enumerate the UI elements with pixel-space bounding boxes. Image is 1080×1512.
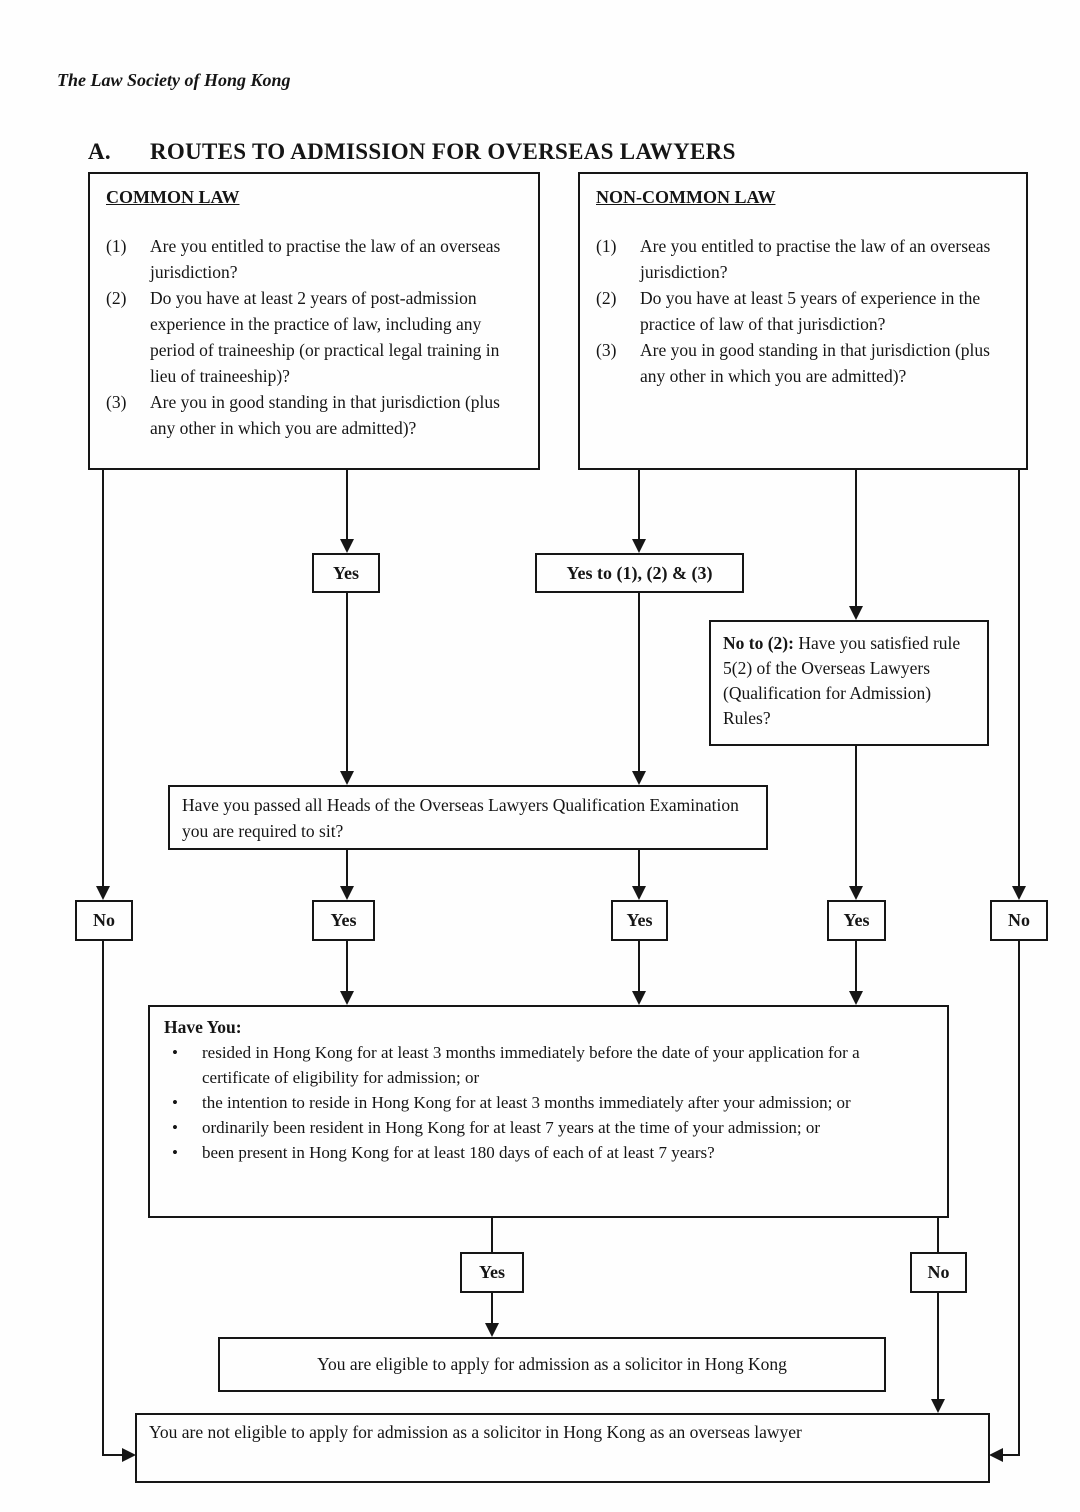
arrow-down-icon (632, 539, 646, 553)
connector (346, 470, 348, 541)
item-text: Are you entitled to practise the law of an overseas jurisdiction? (150, 236, 501, 282)
connector (1018, 941, 1020, 1456)
bullet-icon: • (172, 1093, 178, 1112)
bullet-icon: • (172, 1143, 178, 1162)
item-text: Do you have at least 5 years of experience in the practice of law of that jurisdiction? (640, 288, 981, 334)
common-law-box (88, 172, 540, 470)
arrow-down-icon (632, 886, 646, 900)
item-number: (3) (596, 340, 617, 360)
no-right-node: No (990, 900, 1048, 941)
item-number: (2) (106, 288, 127, 308)
item-number: (2) (596, 288, 617, 308)
not-eligible-outcome-box: You are not eligible to apply for admission as a solicitor in Hong Kong as an overseas lawyer (135, 1413, 990, 1483)
yes-1-node: Yes (312, 900, 375, 941)
arrow-down-icon (931, 1399, 945, 1413)
arrow-down-icon (849, 886, 863, 900)
connector (491, 1293, 493, 1324)
have-you-bullet-3 (164, 1115, 933, 1140)
section-letter: A. (88, 139, 111, 164)
arrow-down-icon (340, 886, 354, 900)
org-name: The Law Society of Hong Kong (57, 70, 291, 90)
page-title (88, 139, 736, 165)
bullet-icon: • (172, 1043, 178, 1062)
connector (937, 1293, 939, 1400)
item-text: Are you entitled to practise the law of an overseas jurisdiction? (640, 236, 991, 282)
connector (102, 470, 104, 887)
common-law-item-2 (106, 285, 522, 389)
connector (638, 941, 640, 992)
title-text: ROUTES TO ADMISSION FOR OVERSEAS LAWYERS (150, 139, 736, 164)
item-number: (1) (106, 236, 127, 256)
yes-3-node: Yes (827, 900, 886, 941)
yes-non-common-node: Yes to (1), (2) & (3) (535, 553, 744, 593)
common-law-title: COMMON LAW (106, 187, 240, 207)
connector (638, 850, 640, 887)
non-common-law-item-1 (596, 233, 1010, 285)
item-number: (3) (106, 392, 127, 412)
arrow-down-icon (1012, 886, 1026, 900)
arrow-down-icon (632, 991, 646, 1005)
connector (346, 941, 348, 992)
arrow-down-icon (340, 539, 354, 553)
no-to-2-text: Have you satisfied rule 5(2) of the Overseas Lawyers (Qualification for Admission) Rules? (723, 633, 961, 728)
arrow-down-icon (849, 606, 863, 620)
no-left-node: No (75, 900, 133, 941)
no-to-2-node (709, 620, 989, 746)
final-yes-node: Yes (460, 1252, 524, 1293)
have-you-title: Have You: (164, 1017, 242, 1037)
arrow-down-icon (340, 991, 354, 1005)
eligible-outcome-box: You are eligible to apply for admission as a solicitor in Hong Kong (218, 1337, 886, 1392)
arrow-down-icon (632, 771, 646, 785)
bullet-text: resided in Hong Kong for at least 3 months immediately before the date of your application for a certificate of eligibility for admission; or (202, 1043, 860, 1087)
connector (1018, 470, 1020, 887)
bullet-text: ordinarily been resident in Hong Kong for at least 7 years at the time of your admission; or (202, 1118, 820, 1137)
final-no-node: No (910, 1252, 967, 1293)
arrow-down-icon (485, 1323, 499, 1337)
connector (855, 746, 857, 887)
non-common-law-item-3 (596, 337, 1010, 389)
connector (855, 470, 857, 607)
connector (638, 593, 640, 772)
arrow-left-icon (989, 1448, 1003, 1462)
yes-common-node: Yes (312, 553, 380, 593)
connector (937, 1218, 939, 1252)
bullet-text: the intention to reside in Hong Kong for at least 3 months immediately after your admission; or (202, 1093, 851, 1112)
connector (346, 593, 348, 772)
item-text: Are you in good standing in that jurisdiction (plus any other in which you are admitted)? (640, 340, 990, 386)
yes-2-node: Yes (611, 900, 668, 941)
arrow-down-icon (849, 991, 863, 1005)
connector (102, 1454, 124, 1456)
item-number: (1) (596, 236, 617, 256)
have-you-box (148, 1005, 949, 1218)
connector (491, 1218, 493, 1252)
connector (855, 941, 857, 992)
connector (346, 850, 348, 887)
non-common-law-item-2 (596, 285, 1010, 337)
have-you-bullet-1 (164, 1040, 933, 1090)
arrow-down-icon (96, 886, 110, 900)
no-to-2-lead: No to (2): (723, 633, 794, 653)
non-common-law-title: NON-COMMON LAW (596, 187, 776, 207)
connector (1002, 1454, 1020, 1456)
non-common-law-box (578, 172, 1028, 470)
item-text: Do you have at least 2 years of post-admission experience in the practice of law, including any period of traineeship (or practical legal training in lieu of traineeship)? (150, 288, 500, 386)
common-law-item-1 (106, 233, 522, 285)
bullet-icon: • (172, 1118, 178, 1137)
arrow-right-icon (122, 1448, 136, 1462)
olqe-question-node: Have you passed all Heads of the Overseas Lawyers Qualification Examination you are required to sit? (168, 785, 768, 850)
arrow-down-icon (340, 771, 354, 785)
have-you-bullet-4 (164, 1140, 933, 1165)
have-you-bullet-2 (164, 1090, 933, 1115)
common-law-item-3 (106, 389, 522, 441)
connector (102, 941, 104, 1456)
connector (638, 470, 640, 541)
item-text: Are you in good standing in that jurisdiction (plus any other in which you are admitted)? (150, 392, 500, 438)
bullet-text: been present in Hong Kong for at least 180 days of each of at least 7 years? (202, 1143, 715, 1162)
